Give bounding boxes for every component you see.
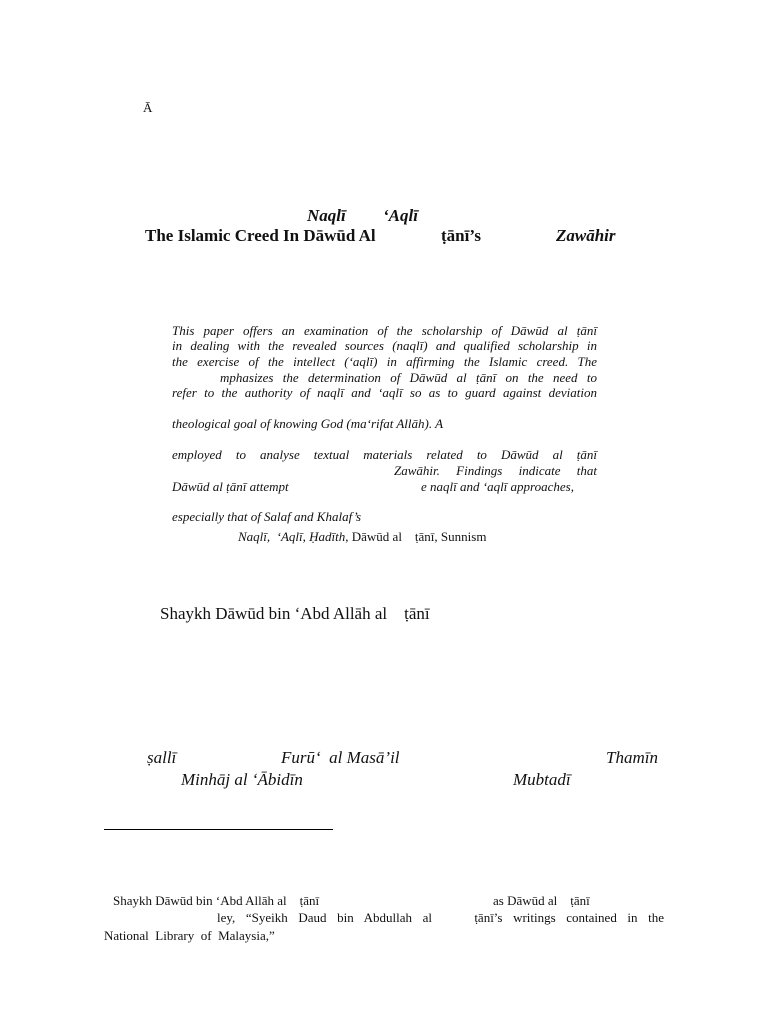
body-word: Furū‘ al Masā’il — [281, 748, 400, 767]
abstract-line: Dāwūd al ṭānī attempt — [172, 479, 289, 494]
abstract-line: the exercise of the intellect (‘aqlī) in affirming the Islamic creed. The — [172, 354, 597, 369]
footnote-line: National Library of Malaysia,” — [104, 928, 275, 943]
footnote-line: as Dāwūd al ṭānī — [493, 893, 590, 908]
footnote-separator — [104, 829, 333, 830]
section-heading: Shaykh Dāwūd bin ‘Abd Allāh al ṭānī — [160, 604, 430, 623]
abstract-line: mphasizes the determination of Dāwūd al ṭānī on the need to — [220, 370, 597, 385]
title-tani: ṭānī’s — [441, 226, 481, 245]
keywords-italic: Naqlī, ‘Aqlī, Ḥadīth, — [238, 529, 349, 544]
abstract-line: This paper offers an examination of the scholarship of Dāwūd al ṭānī — [172, 323, 597, 338]
title-naqli: Naqlī — [307, 206, 346, 225]
body-word: Thamīn — [606, 748, 658, 767]
title-main: The Islamic Creed In Dāwūd Al — [145, 226, 376, 245]
abstract-line: especially that of Salaf and Khalaf’s — [172, 509, 362, 524]
body-word: Mubtadī — [513, 770, 571, 789]
header-mark: Ā — [143, 100, 153, 115]
keywords — [238, 529, 486, 545]
abstract-line: theological goal of knowing God (ma‘rifat Allāh). A — [172, 416, 444, 431]
body-word: ṣallī — [147, 748, 177, 767]
abstract-line: Zawāhir. Findings indicate that — [394, 463, 597, 478]
footnote-line: ley, “Syeikh Daud bin Abdullah al ṭānī’s writings contained in the — [217, 910, 664, 925]
title-zawahir: Zawāhir — [556, 226, 616, 245]
keywords-plain: Dāwūd al ṭānī, Sunnism — [348, 529, 487, 544]
body-word: Minhāj al ‘Ābidīn — [181, 770, 303, 789]
abstract-line: employed to analyse textual materials related to Dāwūd al ṭānī — [172, 447, 597, 462]
abstract-line: refer to the authority of naqlī and ‘aqlī so as to guard against deviation — [172, 385, 597, 400]
abstract-line: e naqlī and ‘aqlī approaches, — [421, 479, 574, 494]
abstract-line: in dealing with the revealed sources (naqlī) and qualified scholarship in — [172, 338, 597, 353]
title-aqli: ‘Aqlī — [383, 206, 418, 225]
footnote-line: Shaykh Dāwūd bin ‘Abd Allāh al ṭānī — [113, 893, 320, 908]
